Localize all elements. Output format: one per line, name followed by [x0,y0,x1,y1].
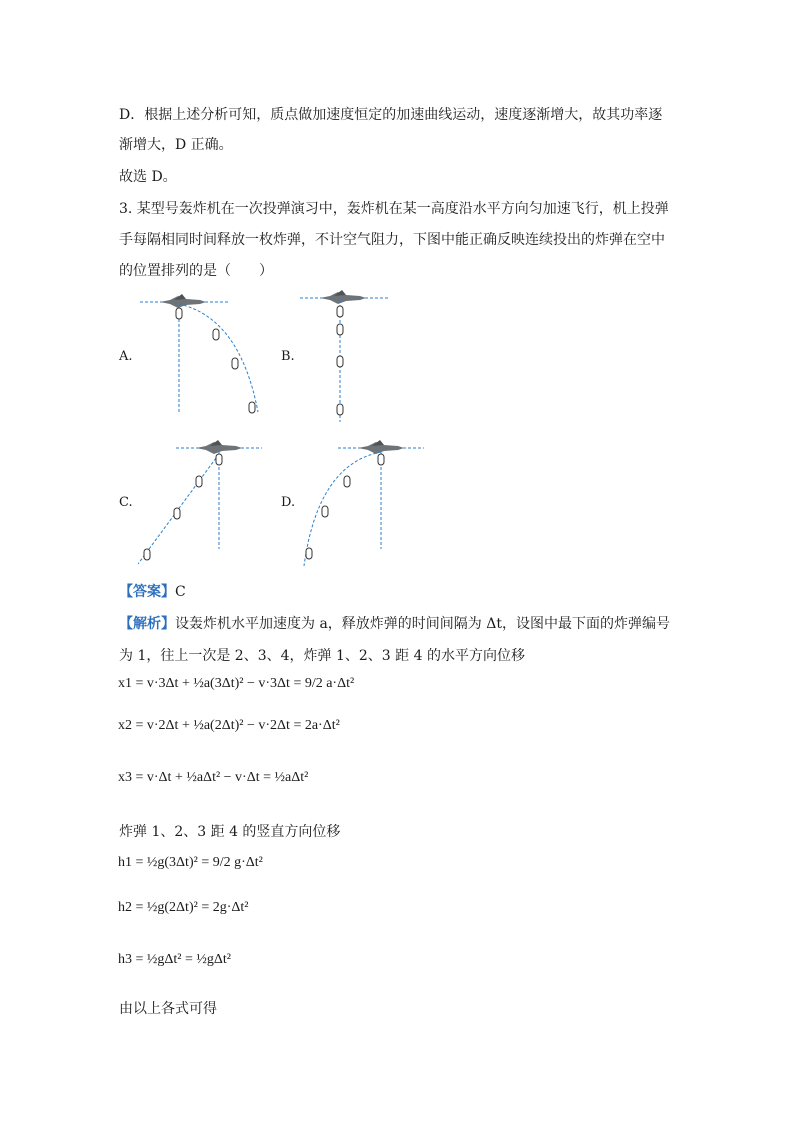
option-d-explanation-line2: 渐增大，D 正确。 [119,137,233,153]
option-d-explanation-line1: D．根据上述分析可知，质点做加速度恒定的加速曲线运动，速度逐渐增大，故其功率逐 [119,107,663,123]
option-a-diagram [140,288,270,418]
plane-icon [358,440,404,454]
question-3-line3: 的位置排列的是（ ） [119,263,273,279]
equation-x3-rhs: = ½aΔt² [263,770,309,785]
bomb-icon [213,329,219,340]
bomb-icon [144,549,150,560]
equation-h1-lhs: h1 = ½g(3Δt)² [118,855,198,870]
equation-x1-lhs: x1 = v·3Δt + ½a(3Δt)² − v·3Δt [118,676,290,691]
equation-h2-lhs: h2 = ½g(2Δt)² [118,900,198,915]
bomb-icon [176,308,182,319]
question-3-line1: 3. 某型号轰炸机在一次投弹演习中，轰炸机在某一高度沿水平方向匀加速飞行，机上投弹 [119,201,669,217]
option-d-diagram [300,434,430,569]
analysis-line2: 为 1，往上一次是 2、3、4，炸弹 1、2、3 距 4 的水平方向位移 [119,648,525,664]
equation-x2 [118,718,340,734]
bomb-icon [337,324,343,335]
analysis-text: 设轰炸机水平加速度为 a，释放炸弹的时间间隔为 Δt，设图中最下面的炸弹编号 [175,616,670,632]
bomb-icon [337,356,343,367]
question-3-line2: 手每隔相同时间释放一枚炸弹，不计空气阻力，下图中能正确反映连续投出的炸弹在空中 [119,232,665,248]
option-c-diagram [138,434,268,566]
bomb-icon [232,358,238,369]
equation-h3-rhs: = ½gΔt² [185,952,231,967]
equation-h3-lhs: h3 = ½gΔt² [118,952,182,967]
option-b-label: B. [281,349,295,364]
bomb-icon [196,476,202,487]
equation-x1-rhs: = 9/2 a·Δt² [293,676,355,691]
bomb-icon [337,404,343,415]
plane-icon [160,294,206,308]
bomb-icon [216,454,222,465]
equation-h3 [118,952,231,968]
bomb-icon [337,306,343,317]
conclusion-line: 故选 D。 [119,169,177,185]
bomb-icon [344,476,350,487]
plane-icon [196,440,242,454]
plane-icon [320,290,366,304]
option-d-label: D. [281,495,296,510]
equation-h1 [118,855,263,871]
analysis-line1 [119,613,670,633]
equation-h2-rhs: = 2g·Δt² [201,900,249,915]
option-b-diagram [300,284,395,424]
bomb-icon [378,454,384,465]
bomb-icon [249,402,255,413]
answer-value: C [175,584,186,600]
vertical-displacement-intro: 炸弹 1、2、3 距 4 的竖直方向位移 [119,824,341,840]
analysis-label: 【解析】 [119,616,175,632]
answer-label: 【答案】 [119,584,175,600]
equation-h1-rhs: = 9/2 g·Δt² [201,855,263,870]
option-a-label: A. [119,349,133,364]
answer-line [119,581,186,601]
bomb-icon [306,548,312,559]
final-line: 由以上各式可得 [119,1001,217,1017]
equation-x2-rhs: = 2a·Δt² [293,718,340,733]
equation-x2-lhs: x2 = v·2Δt + ½a(2Δt)² − v·2Δt [118,718,290,733]
option-c-label: C. [119,495,133,510]
bomb-icon [322,506,328,517]
bomb-icon [174,508,180,519]
equation-x1 [118,676,354,692]
equation-x3 [118,770,308,786]
equation-h2 [118,900,248,916]
equation-x3-lhs: x3 = v·Δt + ½aΔt² − v·Δt [118,770,260,785]
